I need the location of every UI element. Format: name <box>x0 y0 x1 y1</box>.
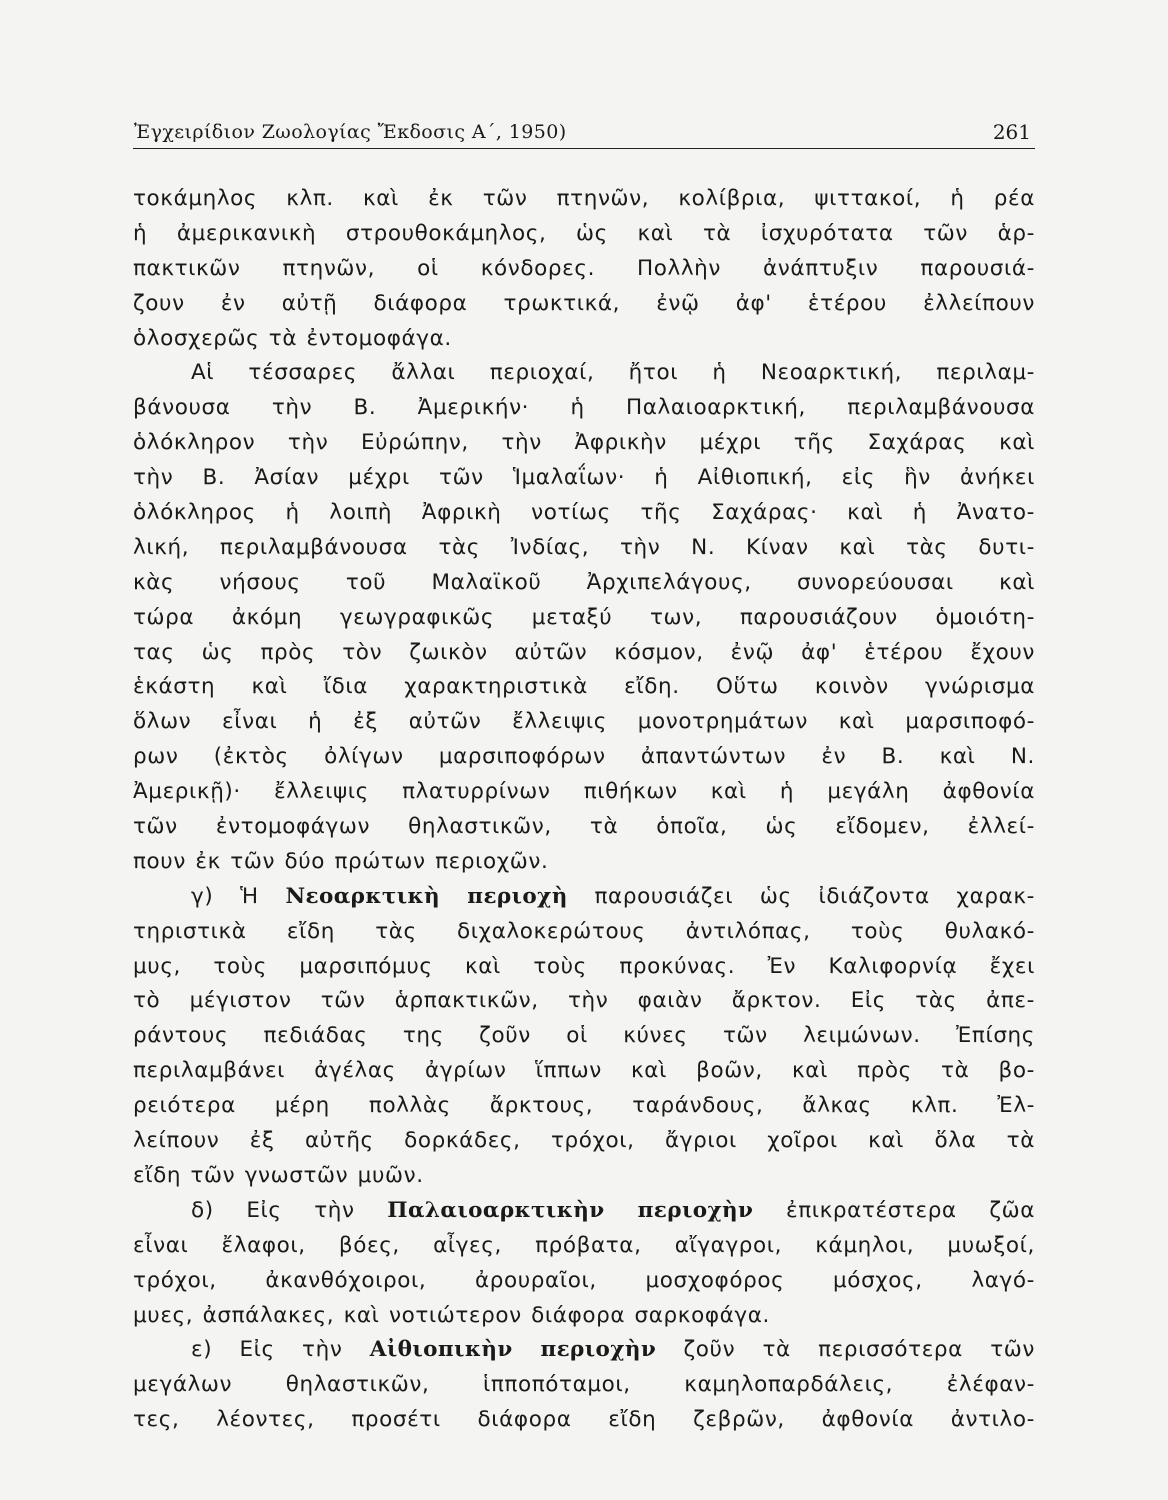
section-epsilon-rest: ζοῦν τὰ περισσότερα τῶν <box>683 1337 1035 1363</box>
text-line: βάνουσα τὴν Β. Ἀμερικήν· ἡ Παλαιοαρκτική, περιλαμβάνουσα <box>133 395 1035 421</box>
text-line: πουν ἐκ τῶν δύο πρώτων περιοχῶν. <box>133 848 549 874</box>
text-line: εἴδη τῶν γνωστῶν μυῶν. <box>133 1162 424 1188</box>
text-line: μυς, τοὺς μαρσιπόμυς καὶ τοὺς προκύνας. Ἐν Καλιφορνίᾳ ἔχει <box>133 953 1035 979</box>
section-delta-heading: Παλαιοαρκτικὴν περιοχὴν <box>387 1197 754 1223</box>
section-delta-prefix: δ) Εἰς τὴν <box>191 1197 355 1223</box>
text-line: μυες, ἀσπάλακες, καὶ νοτιώτερον διάφορα σαρκοφάγα. <box>133 1302 770 1328</box>
text-line: ρων (ἐκτὸς ὀλίγων μαρσιποφόρων ἀπαντώντων ἐν Β. καὶ Ν. <box>133 744 1035 770</box>
section-epsilon-prefix: ε) Εἰς τὴν <box>191 1337 343 1363</box>
text-line: τρόχοι, ἀκανθόχοιροι, ἀρουραῖοι, μοσχοφόρος μόσχος, λαγό- <box>133 1267 1035 1293</box>
text-line: τες, λέοντες, προσέτι διάφορα εἴδη ζεβρῶν, ἀφθονία ἀντιλο- <box>133 1407 1035 1433</box>
text-line: τας ὡς πρὸς τὸν ζωικὸν αὐτῶν κόσμον, ἐνῷ ἀφ' ἑτέρου ἔχουν <box>133 639 1035 665</box>
text-line: ὁλοσχερῶς τὰ ἐντομοφάγα. <box>133 325 452 351</box>
text-line: περιλαμβάνει ἀγέλας ἀγρίων ἵππων καὶ βοῶν, καὶ πρὸς τὰ βο- <box>133 1058 1035 1084</box>
text-line: λική, περιλαμβάνουσα τὰς Ἰνδίας, τὴν Ν. Κίναν καὶ τὰς δυτι- <box>133 534 1035 560</box>
text-line: τηριστικὰ εἴδη τὰς διχαλοκερώτους ἀντιλόπας, τοὺς θυλακό- <box>133 918 1035 944</box>
section-gamma-prefix: γ) Ἡ <box>191 883 259 909</box>
text-line: εἶναι ἔλαφοι, βόες, αἶγες, πρόβατα, αἴγαγροι, κάμηλοι, μυωξοί, <box>133 1232 1035 1258</box>
text-line: κὰς νήσους τοῦ Μαλαϊκοῦ Ἀρχιπελάγους, συνορεύουσαι καὶ <box>133 569 1035 595</box>
text-line: ρειότερα μέρη πολλὰς ἄρκτους, ταράνδους, ἄλκας κλπ. Ἐλ- <box>133 1093 1035 1119</box>
text-line: ράντους πεδιάδας της ζοῦν οἱ κύνες τῶν λειμώνων. Ἐπίσης <box>133 1023 1035 1049</box>
text-line: ὁλόκληρος ἡ λοιπὴ Ἀφρικὴ νοτίως τῆς Σαχάρας· καὶ ἡ Ἀνατο- <box>133 500 1035 526</box>
text-line: τῶν ἐντομοφάγων θηλαστικῶν, τὰ ὁποῖα, ὡς εἴδομεν, ἐλλεί- <box>133 814 1035 840</box>
section-epsilon-heading: Αἰθιοπικὴν περιοχὴν <box>369 1337 657 1363</box>
text-line: ἡ ἀμερικανικὴ στρουθοκάμηλος, ὡς καὶ τὰ ἰσχυρότατα τῶν ἁρ- <box>133 220 1035 246</box>
text-line: μεγάλων θηλαστικῶν, ἱπποπόταμοι, καμηλοπαρδάλεις, ἐλέφαν- <box>133 1372 1035 1398</box>
section-epsilon-line <box>133 1333 1035 1368</box>
text-line: τοκάμηλος κλπ. καὶ ἐκ τῶν πτηνῶν, κολίβρια, ψιττακοί, ἡ ρέα <box>133 186 1035 211</box>
section-gamma-rest: παρουσιάζει ὡς ἰδιάζοντα χαρακ- <box>594 883 1035 909</box>
body-text <box>133 182 1035 1438</box>
section-gamma-heading: Νεοαρκτικὴ περιοχὴ <box>285 883 568 909</box>
book-title: Ἐγχειρίδιον Ζωολογίας Ἔκδοσις Α΄, 1950) <box>134 121 567 143</box>
text-line: τώρα ἀκόμη γεωγραφικῶς μεταξύ των, παρουσιάζουν ὁμοιότη- <box>133 604 1035 630</box>
text-line: λείπουν ἐξ αὐτῆς δορκάδες, τρόχοι, ἄγριοι χοῖροι καὶ ὅλα τὰ <box>133 1128 1035 1154</box>
text-line: πακτικῶν πτηνῶν, οἱ κόνδορες. Πολλὴν ἀνάπτυξιν παρουσιά- <box>133 255 1035 281</box>
section-delta-line <box>133 1194 1035 1229</box>
text-line: ὁλόκληρον τὴν Εὐρώπην, τὴν Ἀφρικὴν μέχρι τῆς Σαχάρας καὶ <box>133 430 1035 456</box>
section-gamma-line <box>133 880 1035 915</box>
text-line: Αἱ τέσσαρες ἄλλαι περιοχαί, ἤτοι ἡ Νεοαρκτική, περιλαμ- <box>191 360 1035 386</box>
text-line: ζουν ἐν αὐτῇ διάφορα τρωκτικά, ἐνῷ ἀφ' ἑτέρου ἐλλείπουν <box>133 290 1035 316</box>
text-line: τὴν Β. Ἀσίαν μέχρι τῶν Ἱμαλαΐων· ἡ Αἰθιοπική, εἰς ἣν ἀνήκει <box>133 465 1035 491</box>
text-line: Ἀμερικῇ)· ἔλλειψις πλατυρρίνων πιθήκων καὶ ἡ μεγάλη ἀφθονία <box>133 779 1035 805</box>
running-header <box>133 118 1035 149</box>
text-line: ὅλων εἶναι ἡ ἐξ αὐτῶν ἔλλειψις μονοτρημάτων καὶ μαρσιποφό- <box>133 709 1035 735</box>
text-line: ἑκάστη καὶ ἴδια χαρακτηριστικὰ εἴδη. Οὕτω κοινὸν γνώρισμα <box>133 674 1035 700</box>
text-line: τὸ μέγιστον τῶν ἁρπακτικῶν, τὴν φαιὰν ἄρκτον. Εἰς τὰς ἀπε- <box>133 988 1035 1014</box>
section-delta-rest: ἐπικρατέστερα ζῶα <box>786 1197 1035 1223</box>
page-number: 261 <box>992 120 1031 144</box>
